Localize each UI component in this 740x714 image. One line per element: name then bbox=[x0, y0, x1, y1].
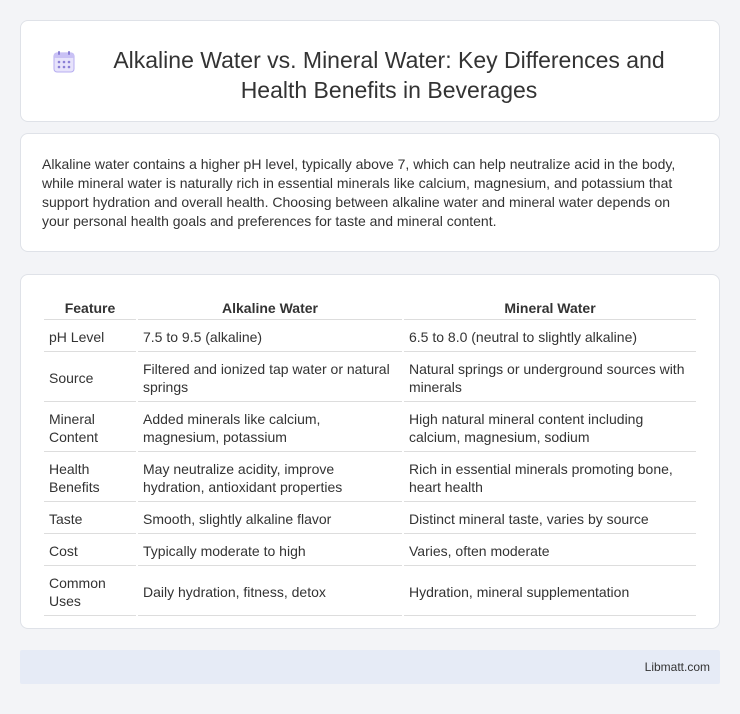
cell-alkaline: Smooth, slightly alkaline flavor bbox=[138, 504, 402, 534]
comparison-table bbox=[42, 294, 698, 618]
cell-mineral: Varies, often moderate bbox=[404, 536, 696, 566]
table-row bbox=[44, 504, 696, 534]
comparison-card bbox=[20, 274, 720, 629]
cell-alkaline: 7.5 to 9.5 (alkaline) bbox=[138, 322, 402, 352]
cell-feature: Cost bbox=[44, 536, 136, 566]
cell-feature: Common Uses bbox=[44, 568, 136, 616]
cell-feature: Mineral Content bbox=[44, 404, 136, 452]
cell-alkaline: Typically moderate to high bbox=[138, 536, 402, 566]
cell-mineral: Distinct mineral taste, varies by source bbox=[404, 504, 696, 534]
cell-feature: pH Level bbox=[44, 322, 136, 352]
cell-alkaline: Filtered and ionized tap water or natural springs bbox=[138, 354, 402, 402]
cell-alkaline: May neutralize acidity, improve hydration, antioxidant properties bbox=[138, 454, 402, 502]
cell-feature: Taste bbox=[44, 504, 136, 534]
cell-feature: Health Benefits bbox=[44, 454, 136, 502]
calendar-icon bbox=[51, 49, 77, 75]
table-row bbox=[44, 536, 696, 566]
page-title: Alkaline Water vs. Mineral Water: Key Differences and Health Benefits in Beverages bbox=[113, 47, 665, 103]
cell-feature: Source bbox=[44, 354, 136, 402]
intro-card bbox=[20, 133, 720, 252]
cell-mineral: Rich in essential minerals promoting bone, heart health bbox=[404, 454, 696, 502]
table-header-row bbox=[44, 296, 696, 320]
table-row bbox=[44, 404, 696, 452]
table-row bbox=[44, 322, 696, 352]
table-row bbox=[44, 568, 696, 616]
header-feature: Feature bbox=[44, 296, 136, 320]
cell-mineral: High natural mineral content including calcium, magnesium, sodium bbox=[404, 404, 696, 452]
cell-mineral: Natural springs or underground sources with minerals bbox=[404, 354, 696, 402]
footer-site-link[interactable]: Libmatt.com bbox=[644, 660, 710, 674]
cell-mineral: Hydration, mineral supplementation bbox=[404, 568, 696, 616]
intro-paragraph: Alkaline water contains a higher pH level, typically above 7, which can help neutralize acid in the body, while mineral water is naturally rich in essential minerals like calcium, magnesium, and potassium that support hydration and overall health. Choosing between alkaline water and mineral water depends on your personal health goals and preferences for taste and mineral content. bbox=[42, 156, 676, 229]
header-alkaline-water: Alkaline Water bbox=[138, 296, 402, 320]
cell-alkaline: Daily hydration, fitness, detox bbox=[138, 568, 402, 616]
table-row bbox=[44, 354, 696, 402]
table-row bbox=[44, 454, 696, 502]
cell-mineral: 6.5 to 8.0 (neutral to slightly alkaline) bbox=[404, 322, 696, 352]
footer bbox=[20, 650, 720, 684]
title-card bbox=[20, 20, 720, 122]
cell-alkaline: Added minerals like calcium, magnesium, potassium bbox=[138, 404, 402, 452]
header-mineral-water: Mineral Water bbox=[404, 296, 696, 320]
title-wrap bbox=[21, 21, 719, 105]
